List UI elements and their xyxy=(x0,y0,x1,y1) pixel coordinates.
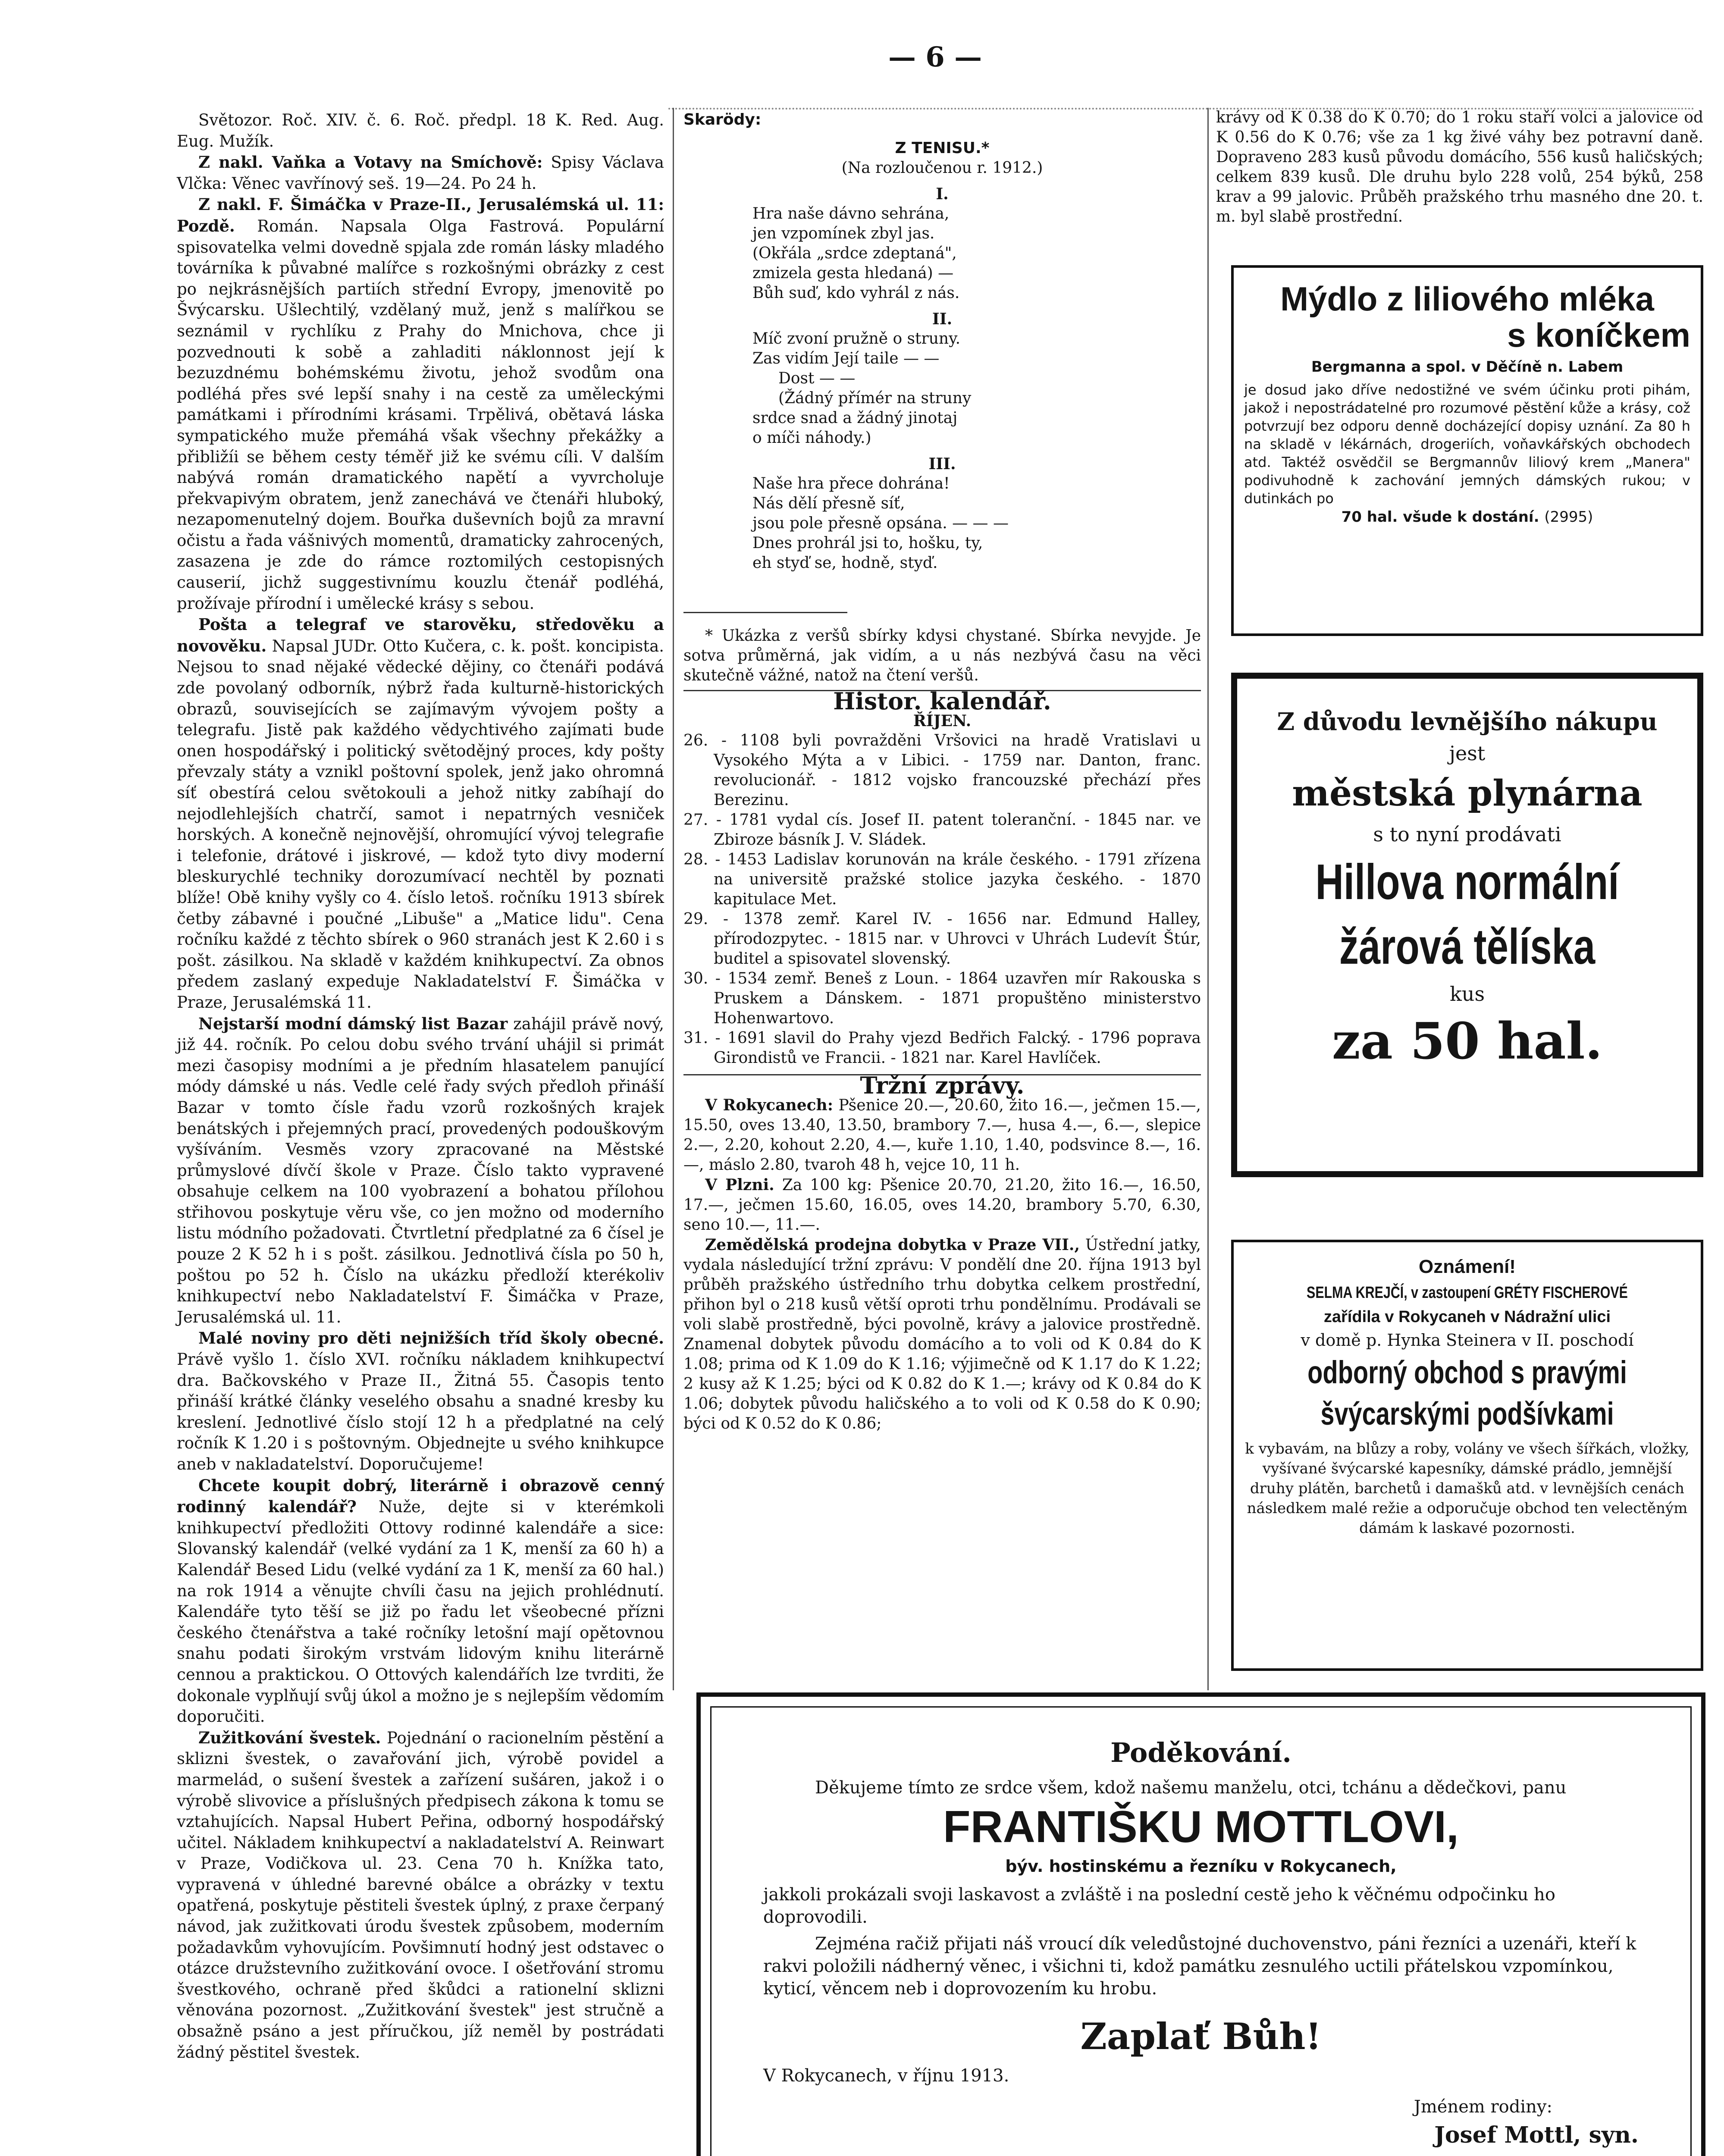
column-middle xyxy=(683,110,1201,1434)
ad-soap-text: je dosud jako dříve nedostižné ve svém účinku proti pihám, jakož i nepostrádatelné pro rozumové pěstění kůže a krásy, což potvrzují bez odporu denně docházející dopisy uznání. Za 80 h na skladě v lékárnách, drogeriích, voňavkářských obchodech atd. Taktéž osvědčil se Bergmannův liliový krem „Manera" podivuhodně k zachování jemných dámských rukou; v dutinkách po xyxy=(1244,382,1690,507)
market-report-place: V Rokycanech: xyxy=(705,1096,833,1114)
thanks-role: býv. hostinskému a řezníku v Rokycanech, xyxy=(1005,1857,1397,1876)
review-bazar xyxy=(177,1013,664,1328)
review-kalendar-text: Nuže, dejte si v kterémkoli knihkupectví předložiti Ottovy rodinné kalendáře a sice: Slovanský kalendář (velké vydání za 1 K, menší za 60 h) a Kalendář Besed Lidu (velké vydání za 1 K, menší za 60 hal.) na rok 1914 a věnujte chvíli času na jejich prohlédnutí. Kalendáře tyto těší se již po řadu let všeobecné přízni českého čtenářstva a také ročníky letošní mají opětovnou snahu podati širokým vrstvám lidovým knihu literárně cennou a praktickou. O Ottových kalendářích lze tvrditi, že dokonale vyplňují svůj úkol a možno je s nejlepším vědomím doporučiti. xyxy=(177,1498,664,1726)
ad-corset-line: švýcarskými podšívkami xyxy=(1320,1396,1614,1432)
calendar-entry: 31. - 1691 slavil do Prahy vjezd Bedřich Falcký. - 1796 poprava Girondistů ve Francii. - 1821 nar. Karel Havlíček. xyxy=(683,1029,1201,1067)
review-svestky xyxy=(177,1727,664,2063)
ad-lily-soap xyxy=(1231,265,1703,636)
calendar-entry: 28. - 1453 Ladislav korunován na krále českého. - 1791 zřízena na universitě pražské stolice jazyka českého. - 1870 kapitulace Met. xyxy=(683,851,1201,908)
ad-soap-price-text: 70 hal. všude k dostání. xyxy=(1341,508,1539,526)
review-pozde-lead: Z nakl. F. Šimáčka v Praze-II., Jerusalémská ul. 11: Pozdě. xyxy=(177,195,664,235)
ad-soap-price xyxy=(1244,508,1690,526)
ad-gas-line: za 50 hal. xyxy=(1332,1012,1603,1071)
poem-subtitle: (Na rozloučenou r. 1912.) xyxy=(841,159,1043,177)
poem-line: (Žádný přímér na struny xyxy=(778,389,972,407)
market-heading: Tržní zprávy. xyxy=(860,1072,1025,1099)
poem-line: jen vzpomínek zbyl jas. xyxy=(752,225,935,242)
review-pozde xyxy=(177,194,664,614)
poem-stanza-number: III. xyxy=(928,455,956,473)
thanks-text: jakkoli prokázali svoji laskavost a zvláště i na poslední cestě jeho k věčnému odpočinku ho doprovodili. xyxy=(763,1885,1555,1927)
thanks-text: Zejména račiž přijati náš vroucí dík veledůstojné duchovenstvo, páni řezníci a uzenáři, kteří k rakvi položili nádherný věnec, i všichni ti, kdož památku zesnulého uctili přátelskou vzpomínkou, kyticí, věncem neb i doprovozením ku hrobu. xyxy=(763,1934,1636,1999)
calendar-heading: Histor. kalendář. xyxy=(833,687,1051,715)
thanks-notice xyxy=(696,1692,1705,2156)
page-number: — 6 — xyxy=(888,41,982,73)
review-svestky-lead: Zužitkování švestek. xyxy=(198,1728,381,1747)
thanks-title: Poděkování. xyxy=(1110,1737,1291,1768)
thanks-blessing: Zaplať Bůh! xyxy=(1080,2015,1322,2058)
market-report-continued: krávy od K 0.38 do K 0.70; do 1 roku staří volci a jalovice od K 0.56 do K 0.76; vše za 1 kg živé váhy bez potravní daně. Dopraveno 283 kusů původu domácího, 556 kusů haličských; celkem 839 kusů. Dle druhu bylo 228 volů, 254 býků, 258 krav a 99 jalovic. Průběh pražského trhu masného dne 20. t. m. byl slabě prostřední. xyxy=(1216,109,1703,226)
review-male-noviny-text: Právě vyšlo 1. číslo XVI. ročníku nákladem knihkupectví dra. Bačkovského v Praze II., Žitná 55. Časopis tento přináší krátké články veselého obsahu a snadné kresby ku kreslení. Jednotlivé číslo stojí 12 h a předplatné na celý ročník K 1.20 i s poštovným. Objednejte u svého knihkupce aneb v nakladatelství. Doporučujeme! xyxy=(177,1350,664,1473)
review-kalendar xyxy=(177,1475,664,1727)
poem-stanza-number: I. xyxy=(936,185,949,203)
ad-gas-line: Z důvodu levnějšího nákupu xyxy=(1277,708,1658,736)
poem-stanza-number: II. xyxy=(932,310,953,328)
poem-line: Dnes prohrál jsi to, hošku, ty, xyxy=(752,534,983,552)
ad-gasworks xyxy=(1231,673,1703,1177)
thanks-notice-frame xyxy=(710,1706,1692,2156)
ad-corset-line: SELMA KREJČÍ, v zastoupení GRÉTY FISCHEROVÉ xyxy=(1307,1284,1628,1302)
market-report xyxy=(683,1175,1201,1235)
review-vanek-lead: Z nakl. Vaňka a Votavy na Smíchově: xyxy=(198,153,543,172)
market-report-text: Ústřední jatky, vydala následující tržní zprávu: V pondělí dne 20. října 1913 byl průběh pražského ústředního trhu dobytka celkem prostřední, přihon byl o 218 kusů větší oproti trhu pondělnímu. Prodávali se voli slabě prostředně, býci povolně, krávy a jalovice prostředně. Znamenal dobytek původu domácího a to voli od K 0.84 do K 1.08; prima od K 1.09 do K 1.16; výjimečně od K 1.17 do K 1.22; 2 kusy až K 1.25; býci od K 0.82 do K 1.—; krávy od K 0.84 do K 1.06; dobytek původu haličského a to voli od K 0.58 do K 0.90; býci od K 0.52 do K 0.86; xyxy=(683,1236,1201,1432)
ad-corset-line: zařídila v Rokycaneh v Nádražní ulici xyxy=(1323,1308,1611,1326)
calendar-month: ŘÍJEN. xyxy=(913,712,972,730)
review-pozde-text: Román. Napsala Olga Fastrová. Populární spisovatelka velmi dovedně spjala zde román lásky mladého továrníka k půvabné malířce s rozkošnými obrázky z cest po nejkrásnějších partiích střední Evropy, jmenovitě po Švýcarsku. Ušlechtilý, vzdělaný muž, jenž s malířkou se seznámil v rychlíku z Prahy do Mnichova, chce ji pozvednouti k sobě a zahladiti náklonnost její k bezuzdnému bohémskému životu, jehož svodům ona podléhá přes své lepší snahy i na cestě za uměleckými památkami i přírodními krásami. Trpělivá, obětavá láska sympatického muže přemáhá však všechny překážky a přibližíi se během cesty téměř již ke svému cíli. V dalším nabývá román dramatického napětí a vyvrcholuje překvapivým obratem, jenž zanechává ve čtenáři hluboký, nezapomenutelný dojem. Bouřka duševních bojů za mravní očistu a řada vášnivých momentů, dramaticky zahrocených, zasazena je zde do rámce roztomilých cestopisných causerií, jichž suggestivnímu kouzlu čtenář podléhá, prožívaje přírodní i umělecké krásy s sebou. xyxy=(177,216,664,613)
review-kalendar-lead: Chcete koupit dobrý, literárně i obrazově cenný rodinný kalendář? xyxy=(177,1476,664,1517)
market-report xyxy=(683,1095,1201,1175)
poem-line: zmizela gesta hledaná) — xyxy=(752,264,954,282)
poem-stanza xyxy=(752,329,1201,448)
column-divider xyxy=(673,108,674,1690)
poem-line: Hra naše dávno sehrána, xyxy=(752,205,950,222)
review-svestky-text: Pojednání o racionelním pěstění a sklizni švestek, o zavařování jich, výrobě povidel a marmelád, o sušení švestek a zařízení sušáren, jakož i o výrobě slivovice a příslušných předpisech zákona k tomu se vztahujících. Napsal Hubert Peřina, odborný hospodářský učitel. Nákladem knihkupectví a nakladatelství A. Reinwart v Praze, Vodičkova ul. 23. Cena 70 h. Knížka tato, vypravená v úhledné barevné obálce a obrázky v textu opatřená, poskytuje pěstiteli švestek úplný, z praxe čerpaný návod, jak zužitkovati úrodu švestek způsobem, moderním požadavkům vyhovujícím. Povšimnutí hodný jest odstavec o otázce družstevního zužitkování ovoce. I ošetřování stromu švestkového, ochraně před škůdci a rationelní sklizni věnována pozornost. „Zužitkování švestek" jest stručně a obsažně psáno a jest příručkou, jíž neměl by postrádati žádný pěstitel švestek. xyxy=(177,1728,664,2062)
ad-soap-subtitle: s koníčkem xyxy=(1507,316,1690,354)
poem-line: jsou pole přesně opsána. — — — xyxy=(752,514,1009,532)
calendar-entry: 27. - 1781 vydal cís. Josef II. patent toleranční. - 1845 nar. ve Zbiroze básník J. V. Sládek. xyxy=(683,811,1201,849)
review-bazar-text: zahájil právě nový, již 44. ročník. Po celou dobu svého trvání uhájil si primát mezi časopisy modními a je předním hlasatelem panující módy dámské u nás. Vedle celé řady svých předloh přináší Bazar v tomto čísle řadu vzorů rozkošných krajek benátských i přejemných prací, provedených podouškovým vyšíváním. Vesměs vzory zpracované na Městské průmyslové dívčí škole v Praze. Číslo takto vypravené obsahuje celkem na 100 vyobrazení a bohatou přílohou střihovou poskytuje věru vše, co jen možno od moderního listu módního požadovati. Čtvrtletní předplatné za 6 čísel je pouze 2 K 52 h i s pošt. zásilkou. Jednotlivá čísla po 50 h, poštou po 52 h. Číslo na ukázku předloží kterékoliv knihkupectví nebo Nakladatelství F. Šimáčka v Praze, Jerusalémská ul. 11. xyxy=(177,1014,664,1326)
review-posta-text: Napsal JUDr. Otto Kučera, c. k. pošt. koncipista. Nejsou to snad nějaké vědecké dějiny, co čtenáři podává zde povolaný odborník, nýbrž řada kulturně-historických obrazů, souvisejících se zajímavým vývojem pošty a telegrafu. Jistě pak každého vědychtivého zajímati bude onen hospodářský i politický světodějný proces, kdy pošty převzaly státy a vznikl poštovní spolek, jenž jako ohromná síť obestírá celou světokouli a jehož nitky zabíhají do nejodlehlejších chatrčí, samot i nepatrných vesniček horských. A konečně nejnovější, ohromující vývoj telegrafie i telefonie, drátové i jiskrové, — kdož tyto divy moderní bleskurychlé techniky dorozumívací nechtěl by poznati blíže! Obě knihy vyšly co 4. číslo letoš. ročníku 1913 sbírek četby zábavné i poučné „Libuše" a „Matice lidu". Cena ročníku každé z těchto sbírek o 960 stranách jest K 2.60 i s pošt. zásilkou. Na skladě v každém knihkupectví. Za obnos předem zaslaný expeduje Nakladatelství F. Šimáčka v Praze, Jerusalémská 11. xyxy=(177,636,664,1012)
review-bazar-lead: Nejstarší modní dámský list Bazar xyxy=(198,1014,508,1033)
poem-footnote: * Ukázka z veršů sbírky kdysi chystané. Sbírka nevyjde. Je sotva průměrná, jak vidím, a u nás nezbývá času na věci skutečně vážné, natož na čtení veršů. xyxy=(683,627,1201,684)
review-vanek-text: Spisy Václava Vlčka: Věnec vavřínový seš. 19—24. Po 24 h. xyxy=(177,153,664,193)
thanks-name: FRANTIŠKU MOTTLOVI, xyxy=(943,1802,1459,1852)
poem-line: Míč zvoní pružně o struny. xyxy=(752,330,961,348)
calendar-entry: 30. - 1534 zemř. Beneš z Loun. - 1864 uzavřen mír Rakouska s Pruskem a Dánskem. - 1871 propuštěno ministerstvo Hohenwartovo. xyxy=(683,970,1201,1027)
column-right xyxy=(1216,108,1703,227)
poem-stanza xyxy=(752,204,1201,303)
poem-author: Skarödy: xyxy=(683,111,762,128)
column-divider xyxy=(1207,108,1209,1690)
market-report xyxy=(683,1235,1201,1434)
ad-gas-line: Hillova normální xyxy=(1315,854,1619,910)
ad-corset-text: k vybavám, na blůzy a roby, volány ve všech šířkách, vložky, vyšívané švýcarské kapesníky, dámské prádlo, jemnější druhy plátěn, barchetů i damašků atd. v levnějších cenách následkem malé režie a odporučuje obchod ten velectěným dámám k laskavé pozornosti. xyxy=(1245,1440,1690,1537)
poem-line: Dost — — xyxy=(778,370,856,387)
poem-line: Nás dělí přesně síť, xyxy=(752,495,905,512)
poem-stanza xyxy=(752,474,1201,573)
thanks-family-label: Jménem rodiny: xyxy=(1414,2097,1552,2117)
thanks-signer: Josef Mottl, syn. xyxy=(1434,2122,1639,2148)
ad-corset-heading: Oznámení! xyxy=(1419,1256,1516,1277)
poem-line: eh styď se, hodně, styď. xyxy=(752,554,938,572)
ad-gas-line: městská plynárna xyxy=(1292,773,1643,814)
market-report-text: Pšenice 20.—, 20.60, žito 16.—, ječmen 15.—, 15.50, oves 13.40, 13.50, brambory 7.—, husa 4.—, 6.—, slepice 2.—, 2.20, kohout 2.20, 4.—, kuře 1.10, 1.40, podsvince 8.—, 16.—, máslo 2.80, tvaroh 48 h, vejce 10, 11 h. xyxy=(683,1097,1201,1174)
thanks-intro: Děkujeme tímto ze srdce všem, kdož našemu manželu, otci, tchánu a dědečkovi, panu xyxy=(815,1778,1567,1798)
poem-line: srdce snad a žádný jinotaj xyxy=(752,409,958,427)
review-posta xyxy=(177,614,664,1013)
poem-line: Bůh suď, kdo vyhrál z nás. xyxy=(752,284,960,302)
ad-gas-line: jest xyxy=(1449,742,1486,765)
review-male-noviny xyxy=(177,1328,664,1475)
poem-line: Zas vidím Její taile — — xyxy=(752,350,940,367)
review-posta-lead: Pošta a telegraf ve starověku, středověku a novověku. xyxy=(177,615,664,655)
footnote-rule xyxy=(683,612,847,613)
review-svetozor: Světozor. Roč. XIV. č. 6. Roč. předpl. 18 K. Red. Aug. Eug. Mužík. xyxy=(177,111,664,150)
poem-line: (Okřála „srdce zdeptaná", xyxy=(752,244,957,262)
market-report-text: Za 100 kg: Pšenice 20.70, 21.20, žito 16.—, 16.50, 17.—, ječmen 15.60, 16.05, oves 14.20, brambory 5.70, 6.30, seno 10.—, 11.—. xyxy=(683,1176,1201,1234)
review-vanek xyxy=(177,152,664,194)
market-report-place: Zemědělská prodejna dobytka v Praze VII., xyxy=(705,1236,1080,1254)
column-reviews xyxy=(177,110,664,2063)
ad-soap-firm: Bergmanna a spol. v Děčíně n. Labem xyxy=(1311,358,1624,376)
calendar-entry: 26. - 1108 byli povražděni Vršovici na hradě Vratislavi u Vysokého Mýta a v Libici. - 1759 nar. Danton, franc. revolucionář. - 1812 vojsko francouzské přechází přes Berezinu. xyxy=(683,732,1201,809)
thanks-place-date: V Rokycanech, v říjnu 1913. xyxy=(763,2066,1009,2086)
ad-gas-line: žárová tělíska xyxy=(1339,918,1595,975)
ad-soap-title: Mýdlo z liliového mléka xyxy=(1280,280,1654,318)
ad-corset-line: odborný obchod s pravými xyxy=(1307,1354,1627,1390)
review-male-noviny-lead: Malé noviny pro děti nejnižších tříd školy obecné. xyxy=(198,1329,664,1348)
ad-soap-code: (2995) xyxy=(1544,508,1593,526)
market-report-place: V Plzni. xyxy=(705,1176,774,1194)
ad-gas-line: kus xyxy=(1449,982,1485,1006)
ad-swiss-linings xyxy=(1231,1240,1703,1671)
poem-title: Z TENISU.* xyxy=(895,139,990,157)
ad-gas-line: s to nyní prodávati xyxy=(1373,823,1561,846)
ad-corset-line: v domě p. Hynka Steinera v II. poschodí xyxy=(1301,1331,1634,1350)
poem-line: o míči náhody.) xyxy=(752,429,871,447)
calendar-entry: 29. - 1378 zemř. Karel IV. - 1656 nar. Edmund Halley, přírodozpytec. - 1815 nar. v Uhrovci v Uhrách Ludevít Štúr, buditel a spisovatel slovenský. xyxy=(683,910,1201,968)
poem-line: Naše hra přece dohrána! xyxy=(752,475,950,492)
